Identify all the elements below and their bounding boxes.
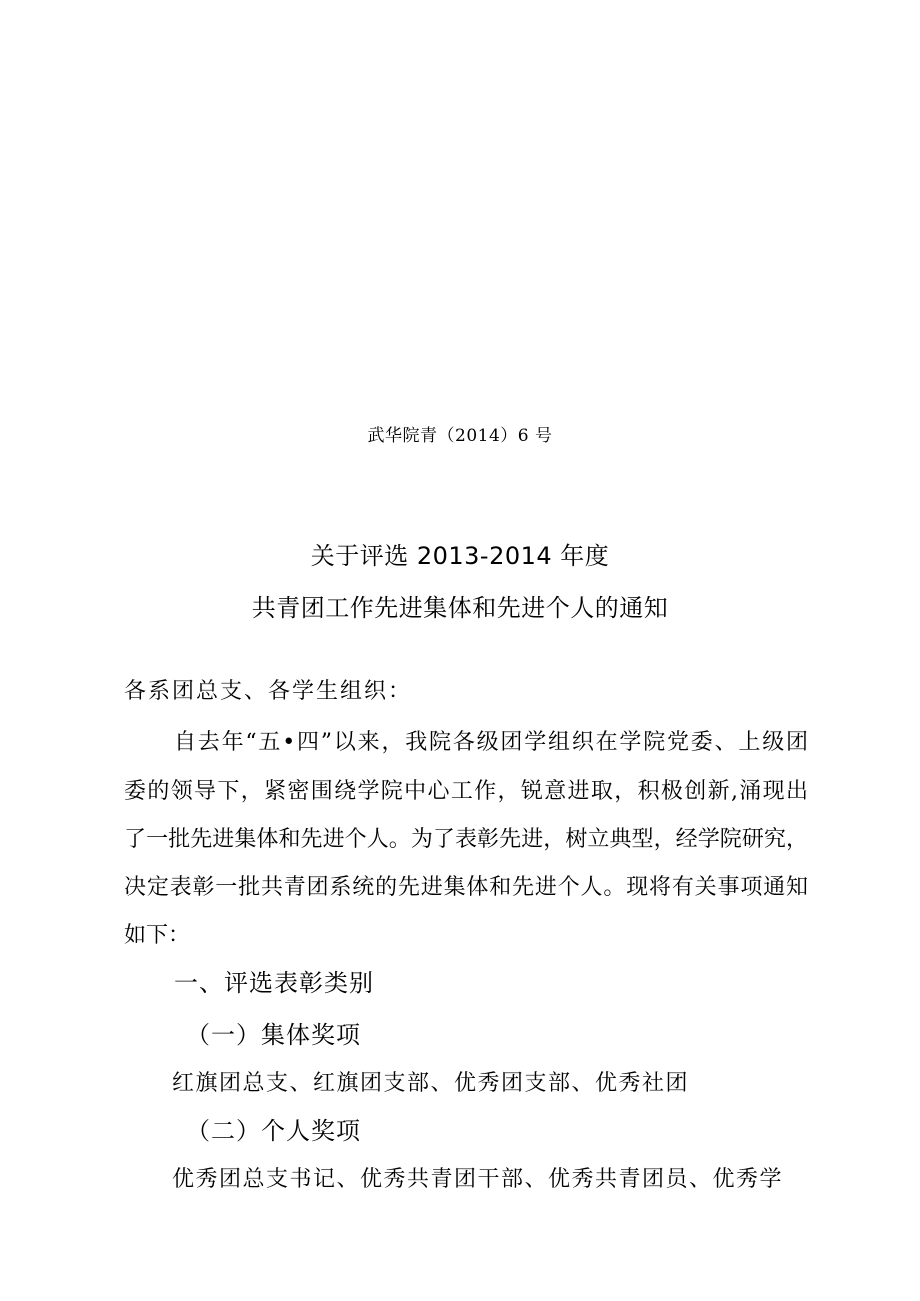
intro-paragraph-line: 决定表彰一批共青团系统的先进集体和先进个人。现将有关事项通知 <box>124 875 808 900</box>
document-number: 武华院青（2014）6 号 <box>367 426 553 446</box>
collective-awards-list: 红旗团总支、红旗团支部、优秀团支部、优秀社团 <box>172 1071 690 1096</box>
individual-awards-list: 优秀团总支书记、优秀共青团干部、优秀共青团员、优秀学 <box>172 1167 784 1192</box>
document-title-line-2: 共青团工作先进集体和先进个人的通知 <box>251 594 669 622</box>
document-title-line-1: 关于评选 2013-2014 年度 <box>310 542 610 570</box>
salutation: 各系团总支、各学生组织： <box>124 679 413 704</box>
intro-paragraph-line: 委的领导下，紧密围绕学院中心工作，锐意进取，积极创新,涌现出 <box>124 779 808 804</box>
section-heading: 一、评选表彰类别 <box>174 969 374 997</box>
intro-paragraph-line: 如下： <box>124 923 191 948</box>
intro-paragraph-line: 自去年“五•四”以来，我院各级团学组织在学院党委、上级团 <box>174 730 808 755</box>
subsection-heading-collective: （一）集体奖项 <box>186 1021 361 1049</box>
subsection-heading-individual: （二）个人奖项 <box>186 1117 361 1145</box>
intro-paragraph-line: 了一批先进集体和先进个人。为了表彰先进，树立典型，经学院研究， <box>124 827 808 852</box>
